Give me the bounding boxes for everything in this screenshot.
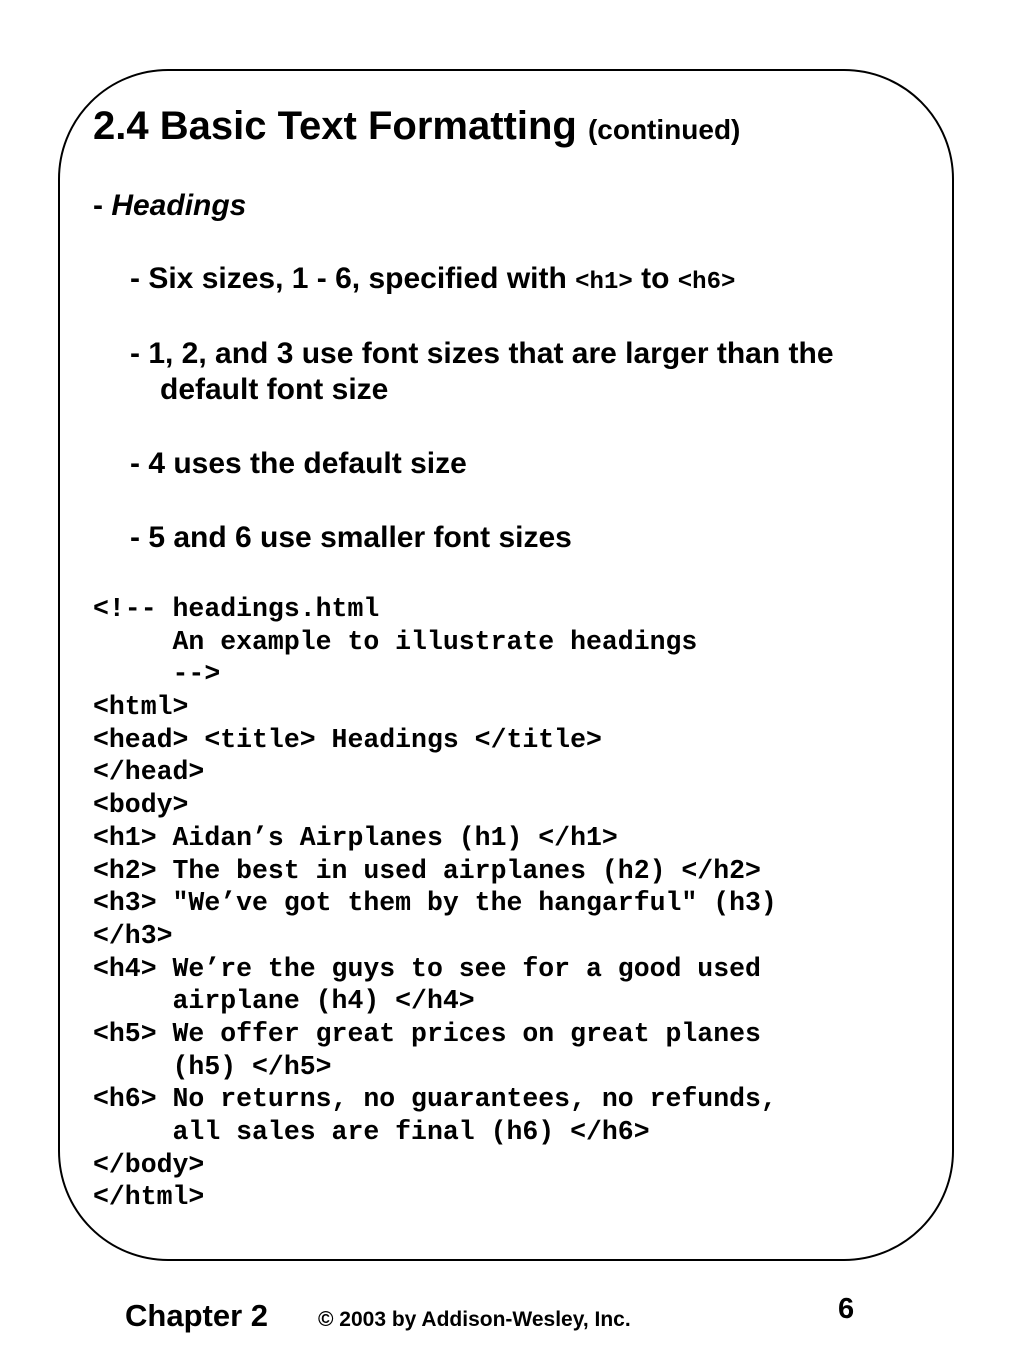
code-line: <h4> We’re the guys to see for a good used	[93, 953, 761, 984]
title-main: 2.4 Basic Text Formatting	[93, 104, 577, 148]
bullet-larger-sizes-line2: default font size	[160, 373, 389, 406]
code-line: </body>	[93, 1149, 205, 1180]
code-line: <head> <title> Headings </title>	[93, 724, 602, 755]
code-line: </h3>	[93, 920, 173, 951]
code-line: <h5> We offer great prices on great planes	[93, 1018, 761, 1049]
code-line: <body>	[93, 790, 189, 821]
bullet-six-sizes-text: - Six sizes, 1 - 6, specified with	[130, 262, 576, 295]
code-line: An example to illustrate headings	[93, 626, 698, 657]
topic-heading	[93, 188, 246, 224]
topic-label: Headings	[111, 189, 247, 222]
code-h1: <h1>	[575, 269, 633, 296]
code-line: <!-- headings.html	[93, 594, 380, 624]
footer-copyright: © 2003 by Addison-Wesley, Inc.	[318, 1308, 631, 1331]
code-line: airplane (h4) </h4>	[93, 986, 475, 1017]
topic-dash: -	[93, 189, 112, 222]
bullet-six-sizes	[130, 261, 735, 301]
code-line: all sales are final (h6) </h6>	[93, 1117, 650, 1147]
title-suffix: (continued)	[587, 114, 741, 145]
page-number: 6	[838, 1293, 855, 1325]
bullet-smaller-sizes: - 5 and 6 use smaller font sizes	[130, 521, 572, 554]
bullet-larger-sizes-line1: - 1, 2, and 3 use font sizes that are larger than the	[130, 337, 834, 370]
slide-title	[93, 101, 740, 155]
footer-chapter: Chapter 2	[125, 1298, 268, 1333]
code-line: <h1> Aidan’s Airplanes (h1) </h1>	[93, 822, 618, 853]
bullet-default-size: - 4 uses the default size	[130, 447, 467, 480]
code-line: <html>	[93, 692, 189, 723]
code-line: <h6> No returns, no guarantees, no refunds,	[93, 1084, 777, 1115]
code-line: -->	[93, 659, 221, 690]
code-h6: <h6>	[677, 269, 736, 296]
code-line: </html>	[93, 1182, 205, 1213]
code-listing	[93, 593, 777, 1214]
code-line: <h2> The best in used airplanes (h2) </h2>	[93, 855, 761, 886]
code-line: </head>	[93, 757, 205, 788]
code-line: <h3> "We’ve got them by the hangarful" (h3)	[93, 888, 777, 919]
code-line: (h5) </h5>	[93, 1051, 332, 1082]
bullet-six-sizes-mid: to	[632, 262, 678, 295]
